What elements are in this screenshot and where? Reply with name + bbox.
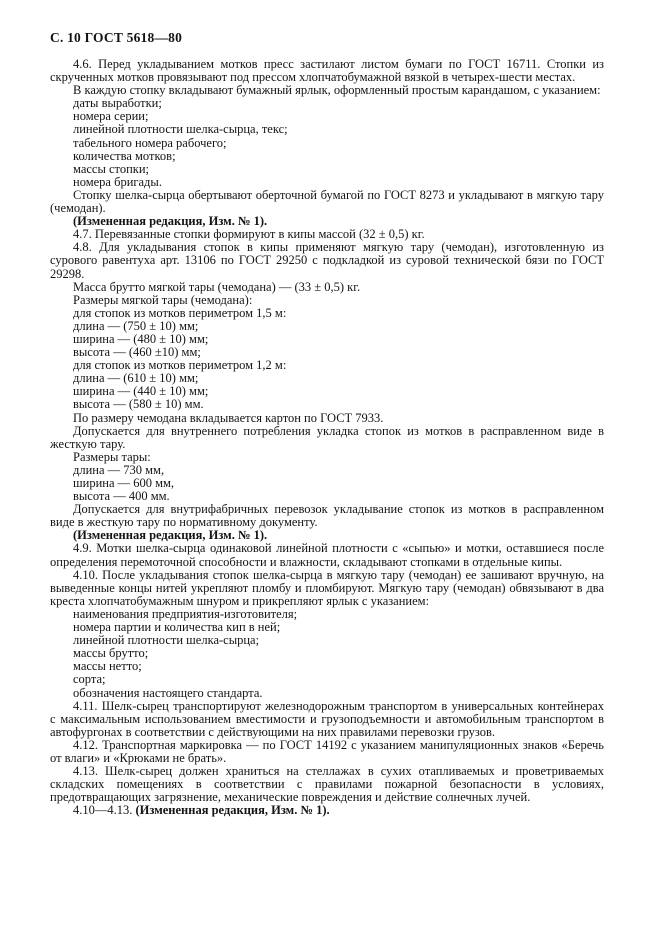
paragraph-text: для стопок из мотков периметром 1,5 м: <box>73 305 287 320</box>
paragraph-text-bold: (Измененная редакция, Изм. № 1). <box>73 214 268 229</box>
paragraph-text: Масса брутто мягкой тары (чемодана) — (33 ± 0,5) кг. <box>73 279 361 294</box>
paragraph-text: высота — (580 ± 10) мм. <box>73 397 204 412</box>
paragraph <box>50 765 604 804</box>
paragraph-text: 4.11. Шелк-сырец транспортируют железнодорожным транспортом в универсальных контейнерах с максимальным использованием вместимости и грузоподъемности и автомобильным транспортом в автофургонах в соответствии с действующими на них правилами перевозки грузов. <box>50 698 604 739</box>
paragraph-text: 4.6. Перед укладыванием мотков пресс застилают листом бумаги по ГОСТ 16711. Стопки из скрученных мотков провязывают под прессом хлопчатобумажной вязкой в четырех-шести местах. <box>50 57 604 85</box>
paragraph-text: Допускается для внутрифабричных перевозок укладывание стопок из мотков в расправленном виде в жесткую тару по нормативному документу. <box>50 502 604 530</box>
paragraph-text: наименования предприятия-изготовителя; <box>73 606 298 621</box>
paragraph-text: Допускается для внутреннего потребления укладка стопок из мотков в расправленном виде в жесткую тару. <box>50 423 604 451</box>
paragraph-text: высота — 400 мм. <box>73 489 170 504</box>
paragraph-text: 4.10. После укладывания стопок шелка-сырца в мягкую тару (чемодан) ее зашивают вручную, на выведенные концы нитей укрепляют пломбу и пломбируют. Мягкую тару (чемодан) обвязывают в два креста хлопчатобумажным шнуром и прикрепляют ярлык с указанием: <box>50 567 604 608</box>
page-header: С. 10 ГОСТ 5618—80 <box>50 30 183 45</box>
paragraph <box>50 503 604 529</box>
paragraph-text: ширина — (440 ± 10) мм; <box>73 384 209 399</box>
paragraph-text: ширина — (480 ± 10) мм; <box>73 331 209 346</box>
paragraph-text: сорта; <box>73 672 106 687</box>
paragraph-text: ширина — 600 мм, <box>73 476 175 490</box>
paragraph <box>50 425 604 451</box>
paragraph <box>50 739 604 765</box>
paragraph-text-bold: (Измененная редакция, Изм. № 1). <box>135 803 330 818</box>
paragraph-text: 4.10—4.13. <box>73 803 136 818</box>
paragraph <box>50 189 604 215</box>
paragraph <box>50 700 604 739</box>
paragraph <box>50 804 604 817</box>
document-body <box>50 58 604 817</box>
paragraph-text: 4.7. Перевязанные стопки формируют в кипы массой (32 ± 0,5) кг. <box>73 227 425 242</box>
paragraph-text: линейной плотности шелка-сырца, текс; <box>73 122 288 137</box>
paragraph <box>50 241 604 280</box>
paragraph-text: номера партии и количества кип в ней; <box>73 620 281 635</box>
paragraph <box>50 569 604 608</box>
paragraph-text: высота — (460 ±10) мм; <box>73 345 201 360</box>
paragraph-text: В каждую стопку вкладывают бумажный ярлык, оформленный простым карандашом, с указанием: <box>73 83 601 98</box>
paragraph-text: массы нетто; <box>73 659 142 674</box>
paragraph-text: линейной плотности шелка-сырца; <box>73 633 260 648</box>
paragraph-text: для стопок из мотков периметром 1,2 м: <box>73 358 287 373</box>
paragraph-text: номера бригады. <box>73 174 162 189</box>
paragraph-text: 4.8. Для укладывания стопок в кипы применяют мягкую тару (чемодан), изготовленную из сурового равентуха арт. 13106 по ГОСТ 29250 с подкладкой из суровой технической бязи по ГОСТ 29298. <box>50 240 604 281</box>
paragraph-text: даты выработки; <box>73 96 162 111</box>
paragraph-text: длина — (610 ± 10) мм; <box>73 371 199 386</box>
paragraph-text: массы брутто; <box>73 646 149 661</box>
paragraph-text: массы стопки; <box>73 161 150 176</box>
paragraph <box>50 660 604 673</box>
paragraph-text: По размеру чемодана вкладывается картон по ГОСТ 7933. <box>73 410 384 425</box>
paragraph-text: количества мотков; <box>73 148 176 163</box>
paragraph <box>50 542 604 568</box>
paragraph-text: Стопку шелка-сырца обертывают оберточной бумагой по ГОСТ 8273 и укладывают в мягкую тару (чемодан). <box>50 187 604 216</box>
paragraph-text-bold: (Измененная редакция, Изм. № 1). <box>73 528 268 543</box>
paragraph-text: табельного номера рабочего; <box>73 135 227 150</box>
paragraph-text: 4.12. Транспортная маркировка — по ГОСТ 14192 с указанием манипуляционных знаков «Беречь от влаги» и «Крюками не брать». <box>50 737 604 765</box>
paragraph-text: длина — (750 ± 10) мм; <box>73 318 199 333</box>
paragraph-text: длина — 730 мм, <box>73 462 165 477</box>
paragraph-text: номера серии; <box>73 109 149 124</box>
paragraph-text: Размеры мягкой тары (чемодана): <box>73 292 253 307</box>
paragraph-text: Размеры тары: <box>73 449 151 464</box>
paragraph-text: 4.9. Мотки шелка-сырца одинаковой линейной плотности с «сыпью» и мотки, оставшиеся после определения перемоточной способности и влажности, складывают стопками в отдельные кипы. <box>50 541 604 569</box>
paragraph-text: обозначения настоящего стандарта. <box>73 685 263 700</box>
paragraph <box>50 58 604 84</box>
paragraph-text: 4.13. Шелк-сырец должен храниться на стеллажах в сухих отапливаемых и проветриваемых складских помещениях в соответствии с правилами пожарной безопасности в условиях, предотвращающих загрязнение, механические повреждения и действие солнечных лучей. <box>50 764 604 805</box>
